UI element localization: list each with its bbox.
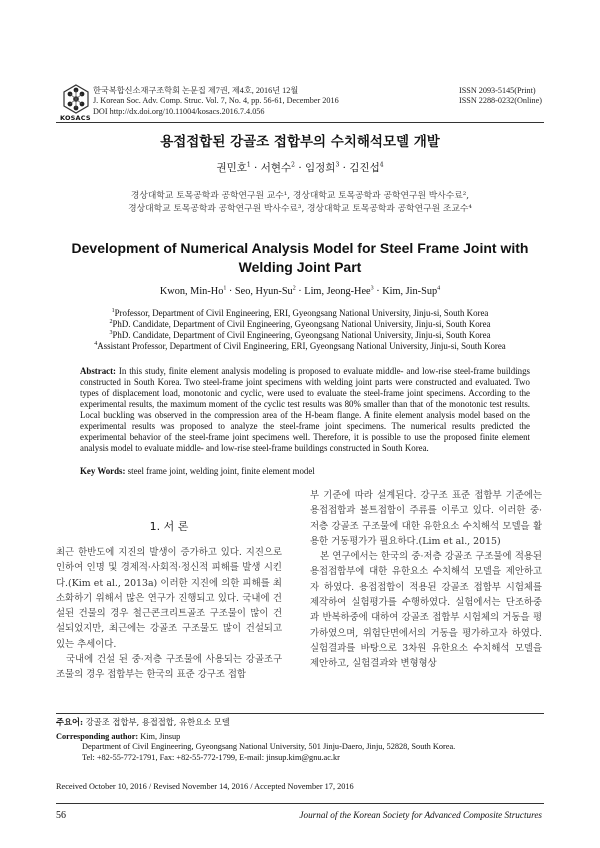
body-column-right (310, 488, 542, 672)
author-name: Seo, Hyun-Su (234, 286, 293, 297)
keywords-text: steel frame joint, welding joint, finite element model (125, 466, 315, 476)
author-name: 권민호 (216, 162, 247, 174)
paragraph: 부 기준에 따라 설계된다. 강구조 표준 접합부 기준에는 용접접합과 볼트접합이 주류를 이루고 있다. 이러한 중·저층 강골조 구조물에 대한 유한요소 수치해석 모델을 활용한 거동평가가 필요하다.(Lim et al., 2015) (310, 490, 542, 547)
section-heading-introduction: 1. 서 론 (149, 520, 189, 533)
body-column-left (56, 545, 282, 683)
journal-name-kr: 한국복합신소재구조학회 논문집 제7권, 제4호, 2016년 12월 (93, 86, 299, 95)
affiliations-english: $^1$Professor, Department of Civil Engineering, ERI, Gyeongsang National University, Jinju-si, South Korea $^2$PhD. Candidate, Department of Civil Engineering, Gyeongsang National University, Jinju-si, South Korea $^3$PhD. Candidate, Department of Civil Engineering, Gyeongsang National University, Jinju-si, South Korea $^4$Assistant Professor, Department of Civil Engineering, ERI, Gyeongsang National University, Jinju-si, South Korea (94, 308, 506, 351)
author-name: Kwon, Min-Ho (159, 286, 224, 297)
keywords-kr: 강골조 접합부, 용접접합, 유한요소 모델 (83, 717, 230, 727)
authors-korean: 권민호$^1$ · 서현수$^2$ · 임정희$^3$ · 김진섭$^4$ (216, 161, 384, 174)
journal-name-en: J. Korean Soc. Adv. Comp. Struc. Vol. 7, No. 4, pp. 56-61, December 2016 (93, 96, 339, 106)
author-name: 임정희 (305, 162, 336, 174)
corresponding-address: Department of Civil Engineering, Gyeongsang National University, 501 Jinju-Daero, Jinju, 52828, South Korea. (82, 742, 456, 751)
keywords (80, 466, 530, 476)
authors-english: Kwon, Min-$Ho^1$ · Seo, Hyun-$Su^2$ · Lim, Jeong-Hee$^3$ · Kim, Jin-Sup$^4$ (159, 285, 441, 297)
corresponding-name: Kim, Jinsup (138, 731, 181, 741)
footer-journal-name: Journal of the Korean Society for Advanced Composite Structures (299, 810, 542, 820)
affiliations-korean: 경상대학교 토목공학과 공학연구원 교수¹, 경상대학교 토목공학과 공학연구원 박사수료², 경상대학교 토목공학과 공학연구원 박사수료³, 경상대학교 토목공학과 공학연구원 조교수⁴ (128, 191, 472, 214)
received-dates: Received October 10, 2016 / Revised November 14, 2016 / Accepted November 17, 2016 (56, 782, 354, 791)
paragraph: 국내에 건설 된 중·저층 구조물에 사용되는 강골조구조물의 경우 접합부는 한국의 표준 강구조 접합 (56, 654, 282, 681)
footnotes (56, 717, 544, 763)
author-name: Lim, Jeong-Hee (304, 286, 371, 297)
doi-link[interactable]: DOI http://dx.doi.org/10.11004/kosacs.2016.7.4.056 (93, 106, 265, 116)
keywords-label: Key Words: (80, 466, 126, 476)
title-korean: 용접접합된 강골조 접합부의 수치해석모델 개발 (160, 134, 440, 150)
logo-text: KOSACS (60, 114, 91, 122)
page-number: 56 (56, 810, 66, 821)
journal-header (93, 86, 339, 117)
header-rule (56, 122, 544, 123)
author-name: Kim, Jin-Sup (382, 286, 438, 297)
footer-rule (56, 803, 544, 804)
author-name: 서현수 (260, 162, 292, 174)
issn-online: ISSN 2288-0232(Online) (458, 96, 542, 106)
abstract-label: Abstract: (80, 366, 116, 376)
notes-rule (56, 713, 544, 714)
corresponding-label: Corresponding author: (56, 731, 139, 741)
abstract (80, 366, 530, 454)
kosacs-logo-icon (62, 83, 90, 117)
abstract-text: In this study, finite element analysis modeling is proposed to evaluate middle- and low-rise steel-frame buildings constructed in South Korea. Two steel-frame joint specimens with welding joint parts were constructed and evaluated. Two types of displacement load, monotonic and cyclic, were used to evaluate the steel-frame joint specimens. According to the experimental results, the maximum moment of the cyclic test results was 80% smaller than that of the monotonic test results. Local buckling was observed in the compression area of the H-beam flange. A finite element analysis model based on the experimental results was proposed to analyze the steel-frame joint specimens. The numerical results predicted the experimental behavior of the steel-frame joint specimens well. Therefore, it is possible to use the proposed finite element analysis model to evaluate middle- and low-rise steel-frame buildings constructed in South Korea. (80, 366, 530, 453)
keywords-kr-label: 주요어: (56, 717, 84, 727)
paragraph: 본 연구에서는 한국의 중·저층 강골조 구조물에 적용된 용접접합부에 대한 유한요소 수치해석 모델을 제안하고자 하였다. 용접접합이 적용된 강골조 접합부 시험체를 제작하여 실험평가를 수행하였다. 실험에서는 단조하중과 반복하중에 대하여 강골조 접합부 시험체의 거동을 평가하였으며, 위험단면에서의 거동을 평가하고자 하였다. 실험결과를 바탕으로 3차원 유한요소 수치해석 모델을 제안하고, 실험결과와 변형형상 (310, 551, 542, 670)
corresponding-contact: Tel: +82-55-772-1791, Fax: +82-55-772-1799, E-mail: jinsup.kim@gnu.ac.kr (82, 752, 340, 762)
issn-print: ISSN 2093-5145(Print) (458, 86, 536, 95)
paragraph: 최근 한반도에 지진의 발생이 증가하고 있다. 지진으로 인하여 인명 및 경제적·사회적·정신적 피해를 발생 시킨다.(Kim et al., 2013a) 이러한 지진에 의한 피해를 최소화하기 위해서 많은 연구가 진행되고 있다. 국내에 건설된 건물의 경우 철근콘크리트골조 구조물이 많이 건설되었지만, 최근에는 강골조 구조물도 많이 건설되고 있는 추세이다. (56, 547, 282, 650)
issn-block (459, 86, 542, 107)
author-name: 김진섭 (349, 162, 380, 174)
title-english: Development of Numerical Analysis Model for Steel Frame Joint with Welding Joint Part (71, 240, 529, 275)
